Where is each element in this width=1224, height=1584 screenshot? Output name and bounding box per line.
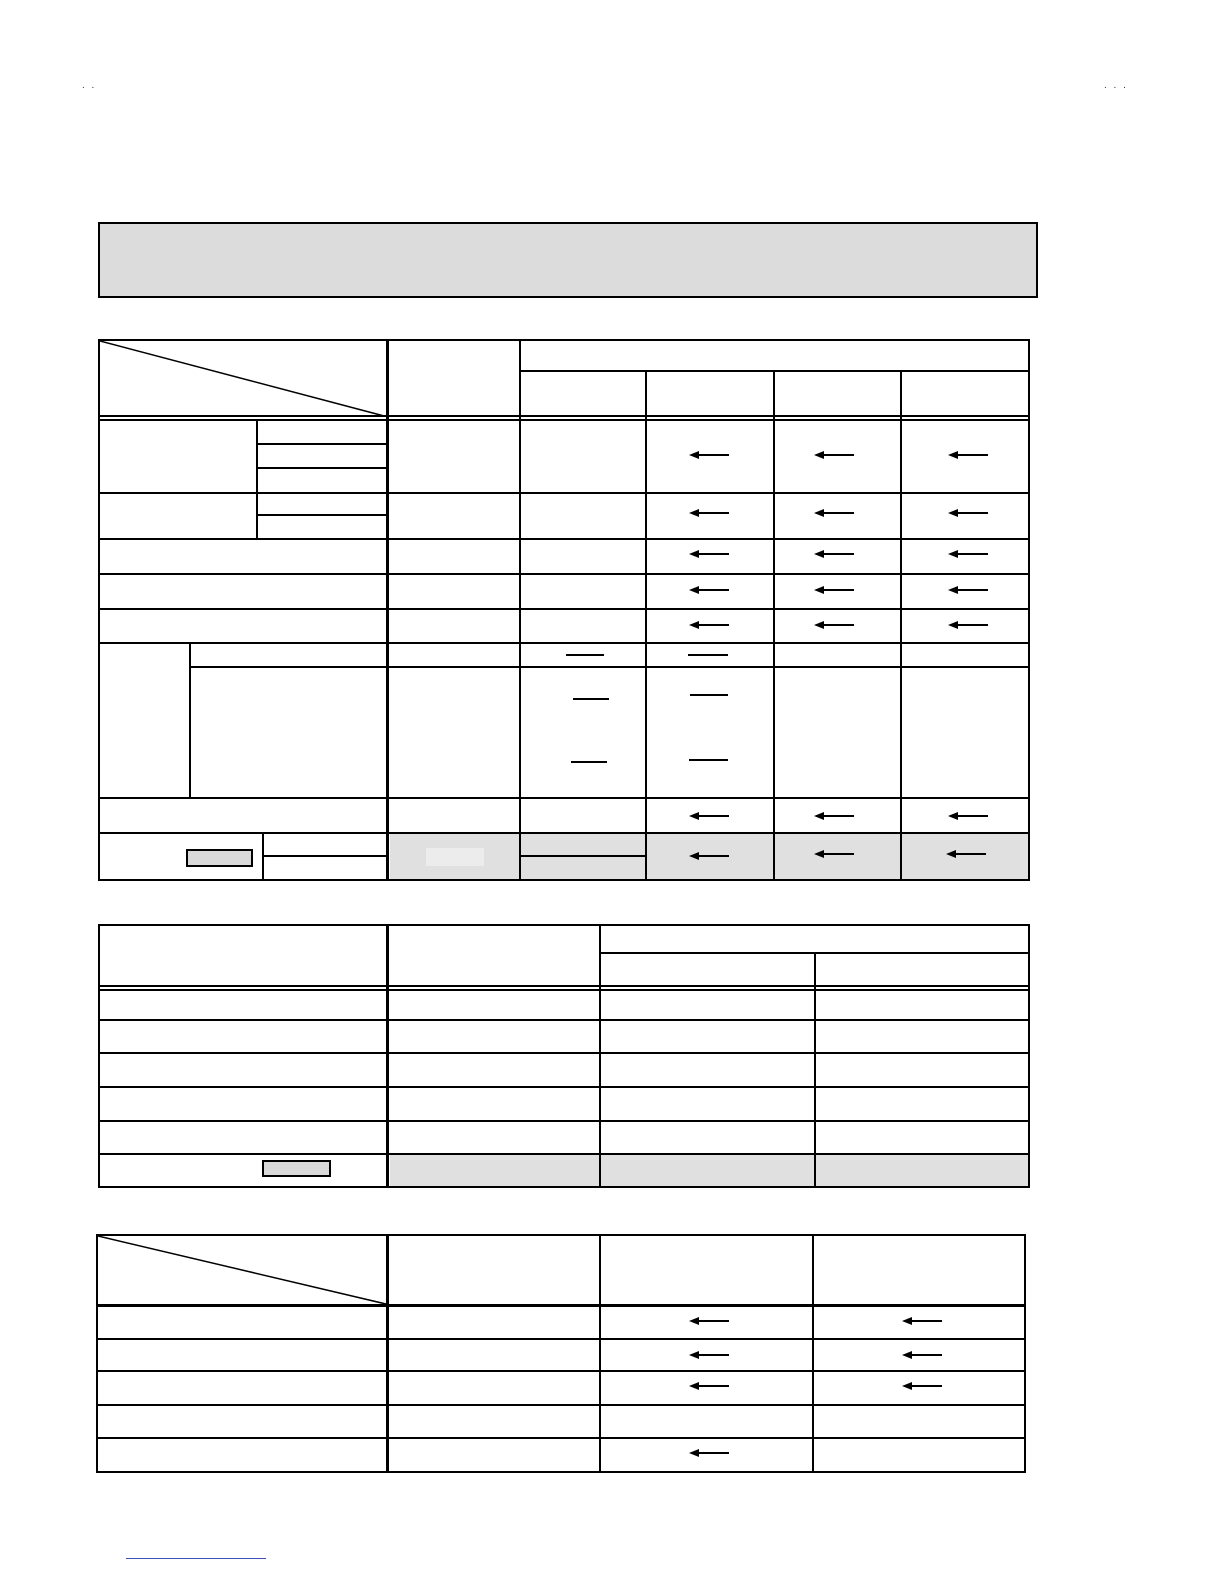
left-arrow-icon bbox=[689, 1381, 731, 1391]
left-arrow-icon bbox=[948, 620, 990, 630]
dash-mark bbox=[689, 759, 728, 761]
left-arrow-icon bbox=[814, 811, 856, 821]
left-arrow-icon bbox=[814, 849, 856, 859]
table1-badge bbox=[186, 849, 253, 867]
left-arrow-icon bbox=[689, 450, 731, 460]
table2-shaded-row bbox=[390, 1154, 1028, 1186]
left-arrow-icon bbox=[902, 1316, 944, 1326]
dash-mark bbox=[688, 654, 728, 656]
left-arrow-icon bbox=[948, 811, 990, 821]
dash-mark bbox=[566, 654, 604, 656]
left-arrow-icon bbox=[948, 508, 990, 518]
left-arrow-icon bbox=[689, 1448, 731, 1458]
footer-link-line bbox=[126, 1558, 266, 1559]
left-arrow-icon bbox=[689, 585, 731, 595]
dash-mark bbox=[573, 698, 609, 700]
left-arrow-icon bbox=[814, 620, 856, 630]
dash-mark bbox=[571, 761, 607, 763]
top-left-marks: . . bbox=[82, 80, 97, 91]
left-arrow-icon bbox=[814, 585, 856, 595]
left-arrow-icon bbox=[946, 849, 988, 859]
title-banner bbox=[98, 222, 1038, 298]
left-arrow-icon bbox=[689, 811, 731, 821]
table1-shaded-highlight bbox=[426, 848, 484, 866]
diagonal-header-cell bbox=[98, 1236, 386, 1304]
left-arrow-icon bbox=[689, 620, 731, 630]
left-arrow-icon bbox=[689, 549, 731, 559]
left-arrow-icon bbox=[689, 1350, 731, 1360]
diagonal-header-cell bbox=[100, 341, 388, 417]
left-arrow-icon bbox=[689, 508, 731, 518]
left-arrow-icon bbox=[814, 450, 856, 460]
left-arrow-icon bbox=[948, 450, 990, 460]
left-arrow-icon bbox=[902, 1381, 944, 1391]
left-arrow-icon bbox=[902, 1350, 944, 1360]
top-right-marks: . . . bbox=[1104, 80, 1128, 91]
left-arrow-icon bbox=[948, 585, 990, 595]
dash-mark bbox=[690, 694, 728, 696]
left-arrow-icon bbox=[814, 549, 856, 559]
table2-badge bbox=[262, 1160, 331, 1177]
left-arrow-icon bbox=[814, 508, 856, 518]
left-arrow-icon bbox=[689, 851, 731, 861]
left-arrow-icon bbox=[948, 549, 990, 559]
left-arrow-icon bbox=[689, 1316, 731, 1326]
